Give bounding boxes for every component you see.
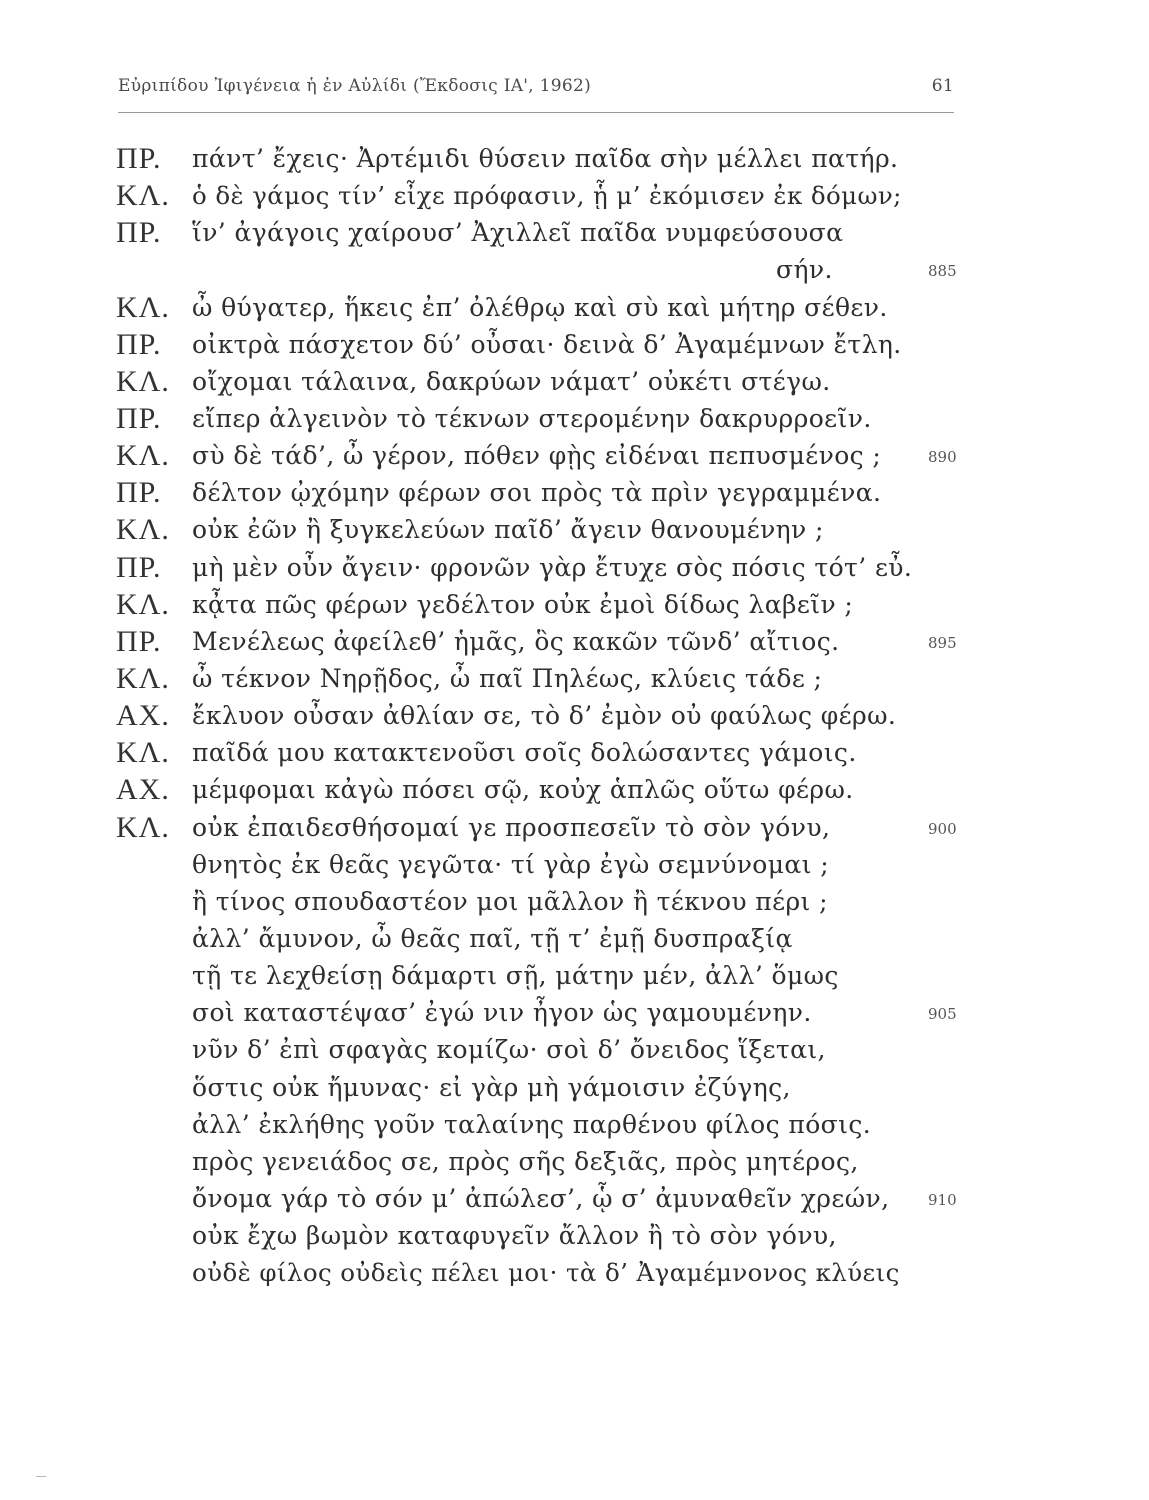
verse-line <box>116 660 976 697</box>
verse-line <box>116 140 976 177</box>
speaker-label: ΠΡ. <box>116 142 162 175</box>
line-number: 895 <box>928 633 957 652</box>
verse-line <box>116 623 976 660</box>
verse-text: ὦ θύγατερ, ἥκεις ἐπ’ ὀλέθρῳ καὶ σὺ καὶ μήτηρ σέθεν. <box>192 292 888 322</box>
verse-line <box>116 1069 976 1106</box>
verse-body <box>116 140 976 1291</box>
verse-line <box>116 1254 976 1291</box>
verse-text: ἀλλ’ ἐκλήθης γοῦν ταλαίνης παρθένου φίλος πόσις. <box>192 1109 872 1139</box>
verse-text: οὐκ ἔχω βωμὸν καταφυγεῖν ἄλλον ἢ τὸ σὸν γόνυ, <box>192 1221 837 1251</box>
verse-text: οἴχομαι τάλαινα, δακρύων νάματ’ οὐκέτι στέγω. <box>192 366 831 396</box>
verse-text: μέμφομαι κἀγὼ πόσει σῷ, κοὐχ ἁπλῶς οὕτω φέρω. <box>192 775 854 805</box>
line-number: 890 <box>928 448 957 467</box>
verse-line <box>116 289 976 326</box>
verse-text: σὺ δὲ τάδ’, ὦ γέρον, πόθεν φῂς εἰδέναι πεπυσμένος ; <box>192 441 882 471</box>
verse-text: θνητὸς ἐκ θεᾶς γεγῶτα· τί γὰρ ἐγὼ σεμνύνομαι ; <box>192 849 830 879</box>
verse-text: οὐδὲ φίλος οὐδεὶς πέλει μοι· τὰ δ’ Ἀγαμέμνονος κλύεις <box>192 1258 900 1288</box>
verse-text: οὐκ ἐπαιδεσθήσομαί γε προσπεσεῖν τὸ σὸν γόνυ, <box>192 812 831 842</box>
verse-text: οἰκτρὰ πάσχετον δύ’ οὖσαι· δεινὰ δ’ Ἀγαμέμνων ἔτλη. <box>192 329 902 359</box>
verse-text: ἢ τίνος σπουδαστέον μοι μᾶλλον ἢ τέκνου πέρι ; <box>192 886 828 916</box>
verse-line <box>116 1217 976 1254</box>
verse-text: νῦν δ’ ἐπὶ σφαγὰς κομίζω· σοὶ δ’ ὄνειδος ἵξεται, <box>192 1035 826 1065</box>
verse-line <box>116 809 976 846</box>
speaker-label: ΠΡ. <box>116 624 162 658</box>
verse-line <box>116 363 976 400</box>
verse-line <box>116 771 976 808</box>
verse-line <box>116 214 976 251</box>
verse-line <box>116 326 976 363</box>
line-number: 900 <box>928 819 957 838</box>
verse-line <box>116 437 976 474</box>
verse-text: ἔκλυον οὖσαν ἀθλίαν σε, τὸ δ’ ἐμὸν οὐ φαύλως φέρω. <box>192 701 897 731</box>
speaker-label: ΚΛ. <box>116 513 170 547</box>
verse-text: σοὶ καταστέψασ’ ἐγώ νιν ἦγον ὡς γαμουμένην. <box>192 998 812 1028</box>
verse-line <box>116 474 976 511</box>
page-number: 61 <box>931 76 954 96</box>
speaker-label: ΑΧ. <box>116 773 170 807</box>
speaker-label: ΠΡ. <box>116 476 162 510</box>
verse-text: σήν. <box>776 255 833 285</box>
verse-text: κᾆτα πῶς φέρων γεδέλτον οὐκ ἐμοὶ δίδως λαβεῖν ; <box>192 589 854 619</box>
speaker-label: ΚΛ. <box>116 736 170 770</box>
header-rule <box>118 112 954 113</box>
verse-line <box>116 920 976 957</box>
verse-line <box>116 957 976 994</box>
verse-line <box>116 586 976 623</box>
speaker-label: ΚΛ. <box>116 661 170 695</box>
speaker-label: ΚΛ. <box>116 290 170 324</box>
running-head <box>118 74 954 104</box>
verse-line <box>116 251 976 288</box>
verse-text: εἴπερ ἀλγεινὸν τὸ τέκνων στερομένην δακρυρροεῖν. <box>192 403 872 433</box>
verse-line <box>116 1180 976 1217</box>
verse-line <box>116 697 976 734</box>
verse-line <box>116 511 976 548</box>
verse-text: ὅστις οὐκ ἤμυνας· εἰ γὰρ μὴ γάμοισιν ἐζύγης, <box>192 1072 791 1102</box>
line-number: 885 <box>928 262 957 281</box>
running-head-title: Εὐριπίδου Ἰφιγένεια ἡ ἐν Αὐλίδι (Ἔκδοσις ΙΑ', 1962) <box>118 76 592 96</box>
verse-text: πάντ’ ἔχεις· Ἀρτέμιδι θύσειν παῖδα σὴν μέλλει πατήρ. <box>192 144 899 173</box>
scan-mark <box>36 1476 46 1477</box>
verse-text: ὦ τέκνον Νηρῇδος, ὦ παῖ Πηλέως, κλύεις τάδε ; <box>192 663 823 693</box>
speaker-label: ΠΡ. <box>116 550 162 584</box>
verse-line <box>116 1031 976 1068</box>
speaker-label: ΑΧ. <box>116 699 170 733</box>
verse-line <box>116 994 976 1031</box>
verse-text: παῖδά μου κατακτενοῦσι σοῖς δολώσαντες γάμοις. <box>192 738 857 768</box>
speaker-label: ΚΛ. <box>116 179 170 213</box>
verse-line <box>116 734 976 771</box>
verse-line <box>116 549 976 586</box>
verse-line <box>116 883 976 920</box>
verse-text: ὄνομα γάρ τὸ σόν μ’ ἀπώλεσ’, ᾧ σ’ ἀμυναθεῖν χρεών, <box>192 1183 890 1213</box>
verse-text: ἀλλ’ ἄμυνον, ὦ θεᾶς παῖ, τῇ τ’ ἐμῇ δυσπραξίᾳ <box>192 923 793 953</box>
verse-line <box>116 400 976 437</box>
verse-line <box>116 177 976 214</box>
verse-text: ἵν’ ἀγάγοις χαίρουσ’ Ἀχιλλεῖ παῖδα νυμφεύσουσα <box>192 218 844 248</box>
speaker-label: ΠΡ. <box>116 216 162 250</box>
verse-text: μὴ μὲν οὖν ἄγειν· φρονῶν γὰρ ἔτυχε σὸς πόσις τότ’ εὖ. <box>192 552 913 582</box>
verse-text: οὐκ ἐῶν ἢ ξυγκελεύων παῖδ’ ἄγειν θανουμένην ; <box>192 515 824 545</box>
verse-text: πρὸς γενειάδος σε, πρὸς σῆς δεξιᾶς, πρὸς μητέρος, <box>192 1146 859 1176</box>
verse-text: Μενέλεως ἀφείλεθ’ ἡμᾶς, ὃς κακῶν τῶνδ’ αἴτιος. <box>192 626 840 656</box>
line-number: 910 <box>928 1190 957 1209</box>
verse-text: τῇ τε λεχθείσῃ δάμαρτι σῇ, μάτην μέν, ἀλλ’ ὅμως <box>192 961 839 991</box>
speaker-label: ΚΛ. <box>116 364 170 398</box>
verse-text: ὁ δὲ γάμος τίν’ εἶχε πρόφασιν, ᾗ μ’ ἐκόμισεν ἐκ δόμων; <box>192 181 902 211</box>
speaker-label: ΚΛ. <box>116 587 170 621</box>
speaker-label: ΠΡ. <box>116 401 162 435</box>
verse-line <box>116 1106 976 1143</box>
verse-line <box>116 1143 976 1180</box>
line-number: 905 <box>928 1005 957 1024</box>
speaker-label: ΚΛ. <box>116 810 170 844</box>
speaker-label: ΚΛ. <box>116 439 170 473</box>
verse-text: δέλτον ᾠχόμην φέρων σοι πρὸς τὰ πρὶν γεγραμμένα. <box>192 478 882 508</box>
speaker-label: ΠΡ. <box>116 327 162 361</box>
verse-line <box>116 846 976 883</box>
